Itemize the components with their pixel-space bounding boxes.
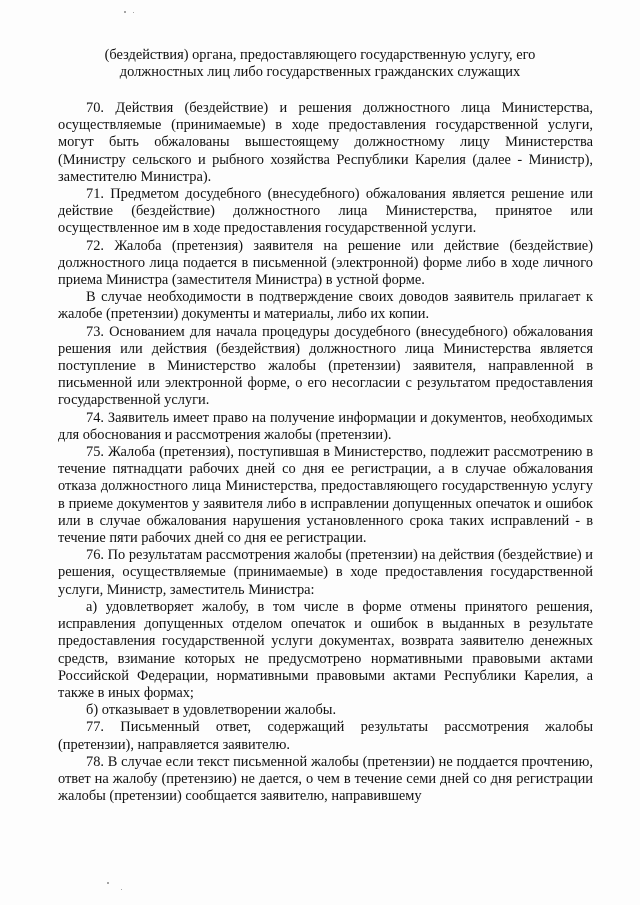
paragraph-78: 78. В случае если текст письменной жалобы (претензии) не поддается прочтению, ответ на жалобу (претензию) не дается, о чем в течение семи дней со дня регистрации жалобы (претензии) сообщается заявителю, направившему [58, 753, 593, 805]
paragraph-74: 74. Заявитель имеет право на получение информации и документов, необходимых для обоснования и рассмотрения жалобы (претензии). [58, 409, 593, 443]
paragraph-73: 73. Основанием для начала процедуры досудебного (внесудебного) обжалования решения или действия (бездействия) должностного лица Министерства является поступление в Министерство жалобы (претензии) заявителя, направленной в письменной или электронной форме, о его несогласии с результатом предоставления государственной услуги. [58, 323, 593, 409]
scan-speck [121, 889, 122, 890]
paragraph-70: 70. Действия (бездействие) и решения должностного лица Министерства, осуществляемые (принимаемые) в ходе предоставления государственной услуги, могут быть обжалованы вышестоящему должностному лицу Министерства (Министру сельского и рыбного хозяйства Республики Карелия (далее - Министр), заместителю Министра). [58, 100, 593, 185]
paragraph-76: 76. По результатам рассмотрения жалобы (претензии) на действия (бездействие) и решения, осуществляемые (принимаемые) в ходе предоставления государственной услуги, Министр, заместитель Министра: [58, 547, 593, 598]
scan-speck [107, 882, 109, 884]
heading-line: должностных лиц либо государственных гражданских служащих [119, 64, 521, 81]
paragraph-71: 71. Предметом досудебного (внесудебного) обжалования является решение или действие (бездействие) должностного лица Министерства, принятое или осуществленное им в ходе предоставления государственной услуги. [58, 186, 593, 237]
section-heading [60, 47, 580, 81]
paragraph-76-item-b: б) отказывает в удовлетворении жалобы. [86, 702, 337, 719]
document-body [58, 100, 593, 805]
paragraph-76-item-a: а) удовлетворяет жалобу, в том числе в форме отмены принятого решения, исправления допущенных отделом опечаток и ошибок в выданных в результате предоставления государственной услуги документах, возврата заявителю денежных средств, взимание которых не предусмотрено нормативными правовыми актами Российской Федерации, нормативными правовыми актами Республики Карелия, а также в иных формах; [58, 598, 593, 701]
paragraph-72: 72. Жалоба (претензия) заявителя на решение или действие (бездействие) должностного лица подается в письменной (электронной) форме либо в ходе личного приема Министра (заместителя Министра) в устной форме. [58, 237, 593, 289]
paragraph-75: 75. Жалоба (претензия), поступившая в Министерство, подлежит рассмотрению в течение пятнадцати рабочих дней со дня ее регистрации, а в случае обжалования отказа должностного лица Министерства, предоставляющего государственную услугу в приеме документов у заявителя либо в исправлении допущенных опечаток и ошибок или в случае обжалования нарушения установленного срока таких исправлений - в течение пяти рабочих дней со дня ее регистрации. [58, 444, 593, 547]
paragraph-77: 77. Письменный ответ, содержащий результаты рассмотрения жалобы (претензии), направляется заявителю. [58, 719, 593, 753]
scan-speck [124, 11, 126, 13]
heading-line: (бездействия) органа, предоставляющего государственную услугу, его [104, 47, 536, 63]
paragraph-72-attachments: В случае необходимости в подтверждение своих доводов заявитель прилагает к жалобе (претензии) документы и материалы, либо их копии. [58, 289, 593, 323]
scan-speck [133, 12, 134, 13]
